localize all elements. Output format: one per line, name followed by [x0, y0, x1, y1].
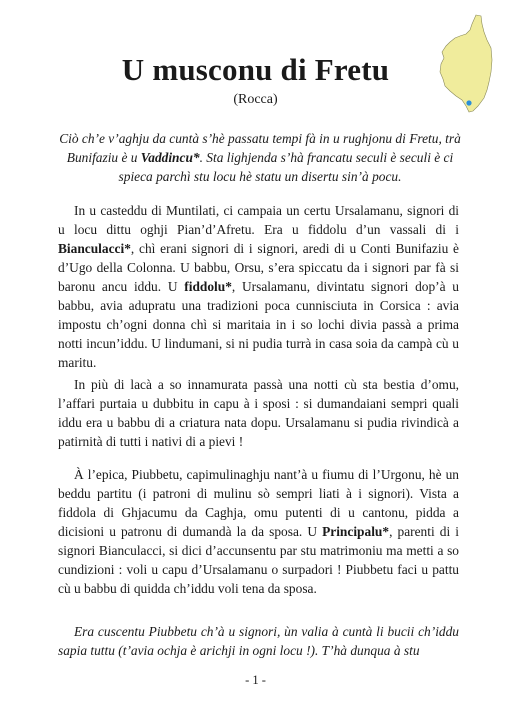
intro-paragraph	[58, 129, 462, 186]
paragraph-2: In più di lacà a so innamurata passà una notti cù sta bestia d’omu, l’affari purtaia u dubbitu in capu à i sposi : si dumandaiani sempri quali iddu era u babbu di a criatura nata dopu. Ursalamanu si pudia rivindicà a patirnità di tutti i nativi di a pievi !	[58, 377, 459, 449]
intro-bold-term: Vaddincu*	[140, 150, 200, 165]
bold-term: Principalu*	[322, 524, 390, 539]
paragraph-text: À l’epica, Piubbetu, capimulinaghju nant’à u fiumu di l’Urgonu, hè un beddu partitu (i patroni di mulinu sò sempri liati à i signori). Vista a fiddola di Ghjacumu da Caghja, omu putenti di u cantonu, pidda a dicisioni u patronu di dumandà la da sposa. U	[58, 467, 459, 539]
paragraph-4: Era cuscentu Piubbetu ch’à u signori, ùn valia à cuntà li bucii ch’iddu sapia tuttu (t’avia ochja è arichji in ogni locu !). T’hà dunqua à stu	[58, 624, 459, 658]
bold-term: fiddolu*	[184, 279, 232, 294]
paragraph-3	[58, 465, 459, 598]
intro-text: . Sta lighjenda s’hà francatu seculi è seculi è ci spieca parchì stu locu hè statu un disertu sin’à pocu.	[118, 150, 454, 184]
paragraph-text: , Ursalamanu, divintatu signori dop’à u babbu, avia adupratu una tradizioni poca cunnisciuta in Corsica : avia impostu ch’ogni donna chì si maritaia in i so lochi divia passà a prima notti incun’iddu. U lindumani, si ni pudia turrà in casa soia da campà cù u maritu.	[58, 279, 459, 370]
paragraph-text: , chì erani signori di i signori, aredi di u Conti Bunifaziu è d’Ugo della Colonna. U babbu, Orsu, s’era spiccatu da i signori par fà si baronu ancu iddu. U	[58, 241, 459, 294]
page-title: U musconu di Fretu	[121, 52, 390, 87]
intro-text: Ciò ch’e v’aghju da cuntà s’hè passatu tempi fà in u rughjonu di Fretu, trà Bunifaziu è u	[59, 131, 461, 165]
paragraph-1	[58, 201, 459, 372]
paragraph-text: , parenti di i signori Bianculacci, si dici d’accunsentu par stu matrimoniu ma metti a so cundizioni : voli u capu d’Ursalamanu o surpadori ! Piubbetu faci u pattu cù u babbu di quidda ch’iddu voli tena da sposa.	[58, 524, 459, 596]
subtitle: (Rocca)	[233, 92, 278, 107]
page-number: - 1 -	[245, 673, 266, 687]
location-marker	[466, 100, 471, 105]
bold-term: Bianculacci*	[58, 241, 131, 256]
corsica-island-shape	[440, 15, 492, 112]
paragraph-text: In u casteddu di Muntilati, ci campaia un certu Ursalamanu, signori di u locu dittu oghji Pian’d’Afretu. Era u fiddolu d’un vassali di i	[58, 203, 459, 237]
corsica-map-icon	[436, 12, 498, 114]
